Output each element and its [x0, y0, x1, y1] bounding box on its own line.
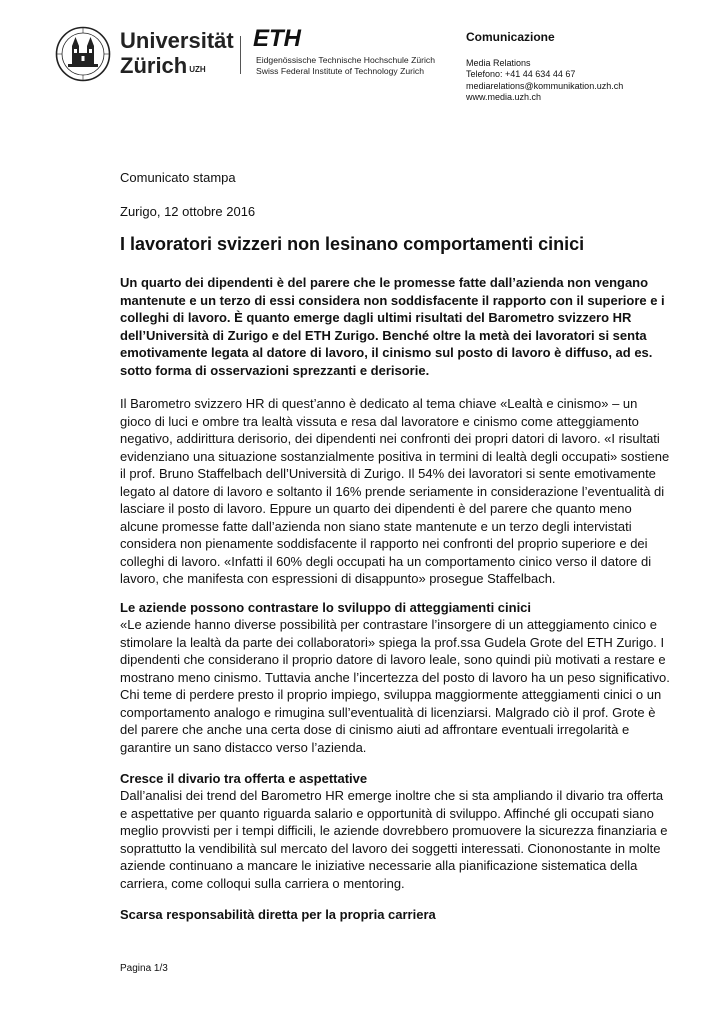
body-paragraph-3: Dall’analisi dei trend del Barometro HR emerge inoltre che si sta ampliando il divario tra offerta e aspettative per quanto riguarda salario e opportunità di sviluppo. Affinché gli occupati siano meglio provvisti per i tempi difficili, le aziende dovrebbero promuovere la sicurezza finanziaria e soprattutto la vendibilità sul mercato del lavoro dei soggetti interessati. Ciononostante in molte aziende continuano a mancare le iniziative necessarie alla pianificazione sistematica della carriera, come colloqui sulla carriera o mentoring. — [120, 788, 668, 891]
contact-website[interactable]: www.media.uzh.ch — [466, 92, 542, 103]
section-heading-1: Le aziende possono contrastare lo sviluppo di atteggiamenti cinici — [120, 600, 532, 615]
page-number: Pagina 1/3 — [120, 963, 168, 974]
eth-name-de: Eidgenössische Technische Hochschule Zürich — [256, 55, 435, 65]
uzh-name-line1: Universität — [120, 28, 234, 53]
eth-name-en: Swiss Federal Institute of Technology Zurich — [256, 66, 424, 76]
uzh-abbrev: UZH — [189, 65, 206, 74]
contact-phone: Telefono: +41 44 634 44 67 — [466, 69, 576, 80]
contact-block — [466, 32, 623, 104]
contact-email[interactable]: mediarelations@kommunikation.uzh.ch — [466, 80, 624, 91]
lead-paragraph: Un quarto dei dipendenti è del parere che le promesse fatte dall’azienda non vengano mantenute e un terzo di essi considera non soddisfacente il rapporto con il superiore e i colleghi di lavoro. È quanto emerge dagli ultimi risultati del Barometro svizzero HR dell’Università di Zurigo e del ETH Zurigo. Benché oltre la metà dei lavoratori si senta emotivamente legata al datore di lavoro, il cinismo sul posto di lavoro è diffuso, ad es. sotto forma di osservazioni sprezzanti e derisorie. — [120, 275, 665, 378]
uzh-seal-logo — [55, 26, 111, 82]
uzh-name-line2: Zürich — [120, 53, 188, 78]
eth-logo-text: ETH — [253, 26, 301, 50]
body-paragraph-2: «Le aziende hanno diverse possibilità per contrastare l’insorgere di un atteggiamento cinico e stimolare la lealtà da parte dei collaboratori» spiega la prof.ssa Gudela Grote del ETH Zurigo. I dipendenti che considerano il proprio datore di lavoro leale, sono quindi più motivati a restare e mostrano meno cinismo. Tuttavia anche l’incertezza del posto di lavoro ha un peso significativo. Chi teme di perdere presto il proprio impiego, sviluppa maggiormente atteggiamenti cinici o un comportamento analogo e rimugina sull’eventualità di licenziarsi. Malgrado ciò il prof. Grote è del parere che anche una certa dose di cinismo aiuti ad affrontare eventuali irregolarità e garantire un sano distacco verso l’azienda. — [120, 617, 670, 755]
contact-heading: Comunicazione — [466, 30, 555, 44]
section-heading-3: Scarsa responsabilità diretta per la propria carriera — [120, 907, 436, 922]
header-divider — [240, 36, 241, 74]
contact-department: Media Relations — [466, 57, 531, 68]
body-paragraph-1: Il Barometro svizzero HR di quest’anno è dedicato al tema chiave «Lealtà e cinismo» – un gioco di luci e ombre tra lealtà vissuta e resa dal lavoratore e cinismo come atteggiamento negativo, addirittura derisorio, dei dipendenti nei confronti dei propri datori di lavoro. «I risultati evidenziano una situazione sostanzialmente positiva in termini di lealtà degli occupati» sostiene il prof. Bruno Staffelbach dell’Università di Zurigo. Il 54% dei lavoratori si sente emotivamente legato al datore di lavoro e soltanto il 16% prende seriamente in considerazione l’eventualità di lasciare il posto di lavoro. Eppure un quarto dei dipendenti è del parere che quanto meno alcune promesse fatte dall’azienda non siano state mantenute e un terzo degli intervistati considera non pienamente soddisfacente il rapporto nei confronti del proprio superiore e dei colleghi di lavoro. «Infatti il 60% degli occupati ha un comportamento cinico verso il datore di lavoro, che manifesta con espressioni di disappunto» prosegue Staffelbach. — [120, 396, 670, 586]
eth-logo — [252, 26, 314, 50]
page-title: I lavoratori svizzeri non lesinano comportamenti cinici — [120, 234, 585, 254]
section-heading-2: Cresce il divario tra offerta e aspettative — [120, 771, 368, 786]
date-line: Zurigo, 12 ottobre 2016 — [120, 204, 256, 219]
uzh-wordmark — [120, 28, 234, 78]
document-type: Comunicato stampa — [120, 170, 236, 185]
